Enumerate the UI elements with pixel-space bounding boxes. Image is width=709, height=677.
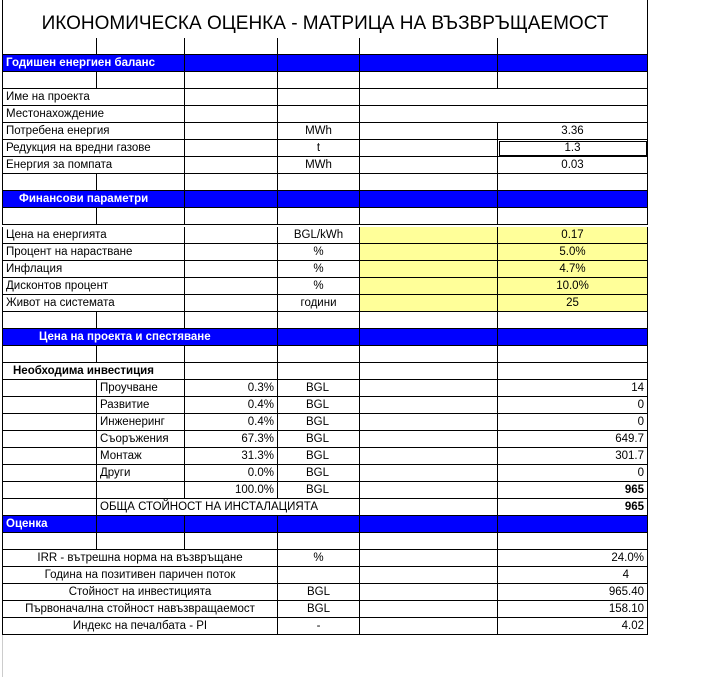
investment-item-label[interactable]: Развитие (97, 397, 185, 414)
sheet-row (0, 72, 648, 89)
cell[interactable] (360, 550, 498, 567)
cell[interactable] (185, 55, 278, 72)
evaluation-header[interactable]: Оценка (2, 516, 97, 533)
emissions-value-selected-cell[interactable]: 1.3 (498, 140, 648, 157)
cell[interactable] (360, 533, 498, 550)
cell[interactable] (185, 261, 278, 278)
investment-item-label[interactable]: Проучване (97, 380, 185, 397)
irr-unit[interactable]: % (278, 550, 360, 567)
cell[interactable] (2, 499, 97, 516)
cell[interactable] (360, 414, 498, 431)
cell[interactable] (278, 346, 360, 363)
location-row (0, 106, 648, 123)
investment-item-label[interactable]: Други (97, 465, 185, 482)
cell[interactable] (360, 261, 498, 278)
cell[interactable] (185, 244, 278, 261)
inflation-row (0, 261, 648, 278)
cell[interactable] (2, 482, 97, 499)
project-name-row (0, 89, 648, 106)
positive-year-row (0, 567, 648, 584)
investment-header-row (0, 363, 648, 380)
cell[interactable] (360, 244, 498, 261)
cell[interactable] (498, 346, 648, 363)
cell[interactable] (2, 174, 97, 191)
price-value[interactable]: 0.17 (498, 227, 648, 244)
cell[interactable] (360, 448, 498, 465)
cell[interactable] (2, 431, 97, 448)
investment-item-row (0, 414, 648, 431)
cell[interactable] (185, 278, 278, 295)
cell[interactable] (498, 38, 648, 55)
cell[interactable] (2, 465, 97, 482)
investment-item-value[interactable]: 0 (498, 414, 648, 431)
cell[interactable] (360, 618, 498, 635)
cell[interactable] (360, 380, 498, 397)
investment-total-row (0, 482, 648, 499)
cost-header[interactable]: Цена на проекта и спестяване (2, 329, 278, 346)
investment-item-row (0, 397, 648, 414)
investment-total-pct[interactable]: 100.0% (185, 482, 278, 499)
cell[interactable] (360, 191, 498, 208)
cell[interactable] (498, 55, 648, 72)
cell[interactable] (2, 72, 97, 89)
energy-needed-row (0, 123, 648, 140)
cell[interactable] (278, 516, 360, 533)
cell[interactable] (498, 363, 648, 380)
cell[interactable] (498, 191, 648, 208)
investment-item-value[interactable]: 0 (498, 397, 648, 414)
price-row (0, 227, 648, 244)
cell[interactable] (185, 208, 278, 225)
inflation-unit[interactable]: % (278, 261, 360, 278)
initial-value-row (0, 601, 648, 618)
cell[interactable] (185, 140, 278, 157)
sheet-row (0, 346, 648, 363)
investment-item-pct[interactable]: 0.4% (185, 397, 278, 414)
cell[interactable] (97, 208, 185, 225)
cell[interactable] (360, 295, 498, 312)
irr-row (0, 550, 648, 567)
cell[interactable] (185, 191, 278, 208)
cell[interactable] (2, 448, 97, 465)
positive-year-value[interactable]: 4 (498, 567, 648, 584)
cell[interactable] (185, 516, 278, 533)
evaluation-header-row (0, 516, 648, 533)
cell[interactable] (498, 208, 648, 225)
cell[interactable] (97, 72, 185, 89)
inflation-value[interactable]: 4.7% (498, 261, 648, 278)
inflation-label[interactable]: Инфлация (2, 261, 185, 278)
investment-item-unit[interactable]: BGL (278, 448, 360, 465)
cell[interactable] (360, 208, 498, 225)
overall-cost-value[interactable]: 965 (498, 499, 648, 516)
sheet-row (0, 208, 648, 225)
cell[interactable] (2, 380, 97, 397)
investment-item-pct[interactable]: 0.4% (185, 414, 278, 431)
cell[interactable] (97, 174, 185, 191)
irr-label[interactable]: IRR - вътрешна норма на възвръщане (2, 550, 278, 567)
investment-item-label[interactable]: Инженеринг (97, 414, 185, 431)
cell[interactable] (498, 312, 648, 329)
pump-row (0, 157, 648, 174)
cell[interactable] (278, 72, 360, 89)
emissions-row (0, 140, 648, 157)
cell[interactable] (185, 346, 278, 363)
growth-unit[interactable]: % (278, 244, 360, 261)
cell[interactable] (278, 312, 360, 329)
investment-item-pct[interactable]: 0.3% (185, 380, 278, 397)
sheet-row (0, 174, 648, 191)
pi-label[interactable]: Индекс на печалбата - PI (2, 618, 278, 635)
sheet-title-text: ИКОНОМИЧЕСКА ОЦЕНКА - МАТРИЦА НА ВЪЗВРЪЩАЕМОСТ (41, 13, 609, 34)
investment-item-row (0, 465, 648, 482)
cell[interactable] (185, 123, 278, 140)
discount-unit[interactable]: % (278, 278, 360, 295)
energy-header[interactable]: Годишен енергиен баланс (2, 55, 185, 72)
cell[interactable] (278, 191, 360, 208)
cell[interactable] (185, 227, 278, 244)
cell[interactable] (278, 106, 360, 123)
initial-value-unit[interactable]: BGL (278, 601, 360, 618)
positive-year-label[interactable]: Година на позитивен паричен поток (2, 567, 278, 584)
pi-unit[interactable]: - (278, 618, 360, 635)
cell[interactable] (360, 312, 498, 329)
cell[interactable] (185, 157, 278, 174)
overall-cost-row (0, 499, 648, 516)
cell[interactable] (97, 346, 185, 363)
discount-row (0, 278, 648, 295)
life-value[interactable]: 25 (498, 295, 648, 312)
energy-needed-unit[interactable]: MWh (278, 123, 360, 140)
cell[interactable] (360, 123, 498, 140)
cell[interactable] (185, 38, 278, 55)
sheet-border (2, 635, 3, 677)
location-label[interactable]: Местонахождение (2, 106, 185, 123)
cell[interactable] (97, 533, 185, 550)
pump-label[interactable]: Енергия за помпата (2, 157, 185, 174)
cell[interactable] (185, 533, 278, 550)
price-label[interactable]: Цена на енергията (2, 227, 185, 244)
cell[interactable] (360, 516, 498, 533)
overall-cost-label[interactable]: ОБЩА СТОЙНОСТ НА ИНСТАЛАЦИЯТА (97, 499, 360, 516)
cell[interactable] (97, 38, 185, 55)
cell[interactable] (185, 174, 278, 191)
cell[interactable] (360, 567, 498, 584)
investment-cost-row (0, 584, 648, 601)
investment-cost-unit[interactable]: BGL (278, 584, 360, 601)
cell[interactable] (2, 414, 97, 431)
investment-item-pct[interactable]: 67.3% (185, 431, 278, 448)
cell[interactable] (2, 312, 97, 329)
cell[interactable] (360, 329, 498, 346)
investment-item-value[interactable]: 301.7 (498, 448, 648, 465)
growth-value[interactable]: 5.0% (498, 244, 648, 261)
cell[interactable] (278, 174, 360, 191)
investment-item-row (0, 431, 648, 448)
cell[interactable] (498, 533, 648, 550)
investment-total-value[interactable]: 965 (498, 482, 648, 499)
irr-value[interactable]: 24.0% (498, 550, 648, 567)
cell[interactable] (2, 38, 97, 55)
finance-header[interactable]: Финансови параметри (2, 191, 185, 208)
cell[interactable] (2, 346, 97, 363)
cell[interactable] (97, 312, 185, 329)
initial-value-value[interactable]: 158.10 (498, 601, 648, 618)
pump-value[interactable]: 0.03 (498, 157, 648, 174)
cell[interactable] (278, 567, 360, 584)
growth-row (0, 244, 648, 261)
investment-item-pct[interactable]: 31.3% (185, 448, 278, 465)
life-unit[interactable]: години (278, 295, 360, 312)
investment-item-row (0, 380, 648, 397)
investment-item-unit[interactable]: BGL (278, 380, 360, 397)
cell[interactable] (360, 38, 498, 55)
cell[interactable] (2, 397, 97, 414)
cell[interactable] (360, 499, 498, 516)
cost-header-row (0, 329, 648, 346)
cell[interactable] (278, 89, 360, 106)
cell[interactable] (498, 329, 648, 346)
cell[interactable] (278, 363, 360, 380)
sheet-row (0, 533, 648, 550)
cell[interactable] (97, 482, 185, 499)
discount-label[interactable]: Дисконтов процент (2, 278, 185, 295)
investment-cost-label[interactable]: Стойност на инвестицията (2, 584, 278, 601)
cell[interactable] (2, 533, 97, 550)
investment-item-value[interactable]: 649.7 (498, 431, 648, 448)
cell[interactable] (360, 482, 498, 499)
initial-value-label[interactable]: Първоначална стойност навъзвращаемост (2, 601, 278, 618)
cell[interactable] (360, 363, 498, 380)
cell[interactable] (185, 89, 278, 106)
project-name-label[interactable]: Име на проекта (2, 89, 185, 106)
cell[interactable] (360, 584, 498, 601)
cell[interactable] (360, 601, 498, 618)
cell[interactable] (360, 346, 498, 363)
life-label[interactable]: Живот на системата (2, 295, 185, 312)
pi-value[interactable]: 4.02 (498, 618, 648, 635)
cell[interactable] (278, 208, 360, 225)
investment-item-value[interactable]: 14 (498, 380, 648, 397)
cell[interactable] (185, 106, 278, 123)
cell[interactable] (360, 227, 498, 244)
cell[interactable] (278, 55, 360, 72)
investment-item-unit[interactable]: BGL (278, 397, 360, 414)
cell[interactable] (360, 140, 498, 157)
cell[interactable] (97, 516, 185, 533)
price-unit[interactable]: BGL/kWh (278, 227, 360, 244)
cell[interactable] (360, 278, 498, 295)
investment-item-unit[interactable]: BGL (278, 465, 360, 482)
location-value[interactable] (360, 106, 648, 123)
sheet-row (0, 38, 648, 55)
cell[interactable] (360, 465, 498, 482)
energy-needed-label[interactable]: Потребена енергия (2, 123, 185, 140)
cell[interactable] (278, 533, 360, 550)
life-row (0, 295, 648, 312)
investment-total-unit[interactable]: BGL (278, 482, 360, 499)
pump-unit[interactable]: MWh (278, 157, 360, 174)
cell[interactable] (185, 363, 278, 380)
energy-header-row (0, 55, 648, 72)
cell[interactable] (185, 72, 278, 89)
discount-value[interactable]: 10.0% (498, 278, 648, 295)
cell[interactable] (498, 516, 648, 533)
cell[interactable] (498, 72, 648, 89)
growth-label[interactable]: Процент на нарастване (2, 244, 185, 261)
investment-item-label[interactable]: Съоръжения (97, 431, 185, 448)
investment-item-pct[interactable]: 0.0% (185, 465, 278, 482)
investment-item-unit[interactable]: BGL (278, 414, 360, 431)
energy-needed-value[interactable]: 3.36 (498, 123, 648, 140)
investment-header[interactable]: Необходима инвестиция (2, 363, 185, 380)
cell[interactable] (2, 208, 97, 225)
investment-item-value[interactable]: 0 (498, 465, 648, 482)
investment-item-unit[interactable]: BGL (278, 431, 360, 448)
emissions-unit[interactable]: t (278, 140, 360, 157)
cell[interactable] (360, 72, 498, 89)
investment-item-label[interactable]: Монтаж (97, 448, 185, 465)
cell[interactable] (360, 397, 498, 414)
sheet-title (2, 0, 648, 38)
cell[interactable] (360, 431, 498, 448)
pi-row (0, 618, 648, 635)
cell[interactable] (360, 55, 498, 72)
cell[interactable] (278, 329, 360, 346)
finance-header-row (0, 191, 648, 208)
investment-cost-value[interactable]: 965.40 (498, 584, 648, 601)
sheet-row (0, 312, 648, 329)
investment-item-row (0, 448, 648, 465)
cell[interactable] (278, 38, 360, 55)
project-name-value[interactable] (360, 89, 648, 106)
cell[interactable] (185, 295, 278, 312)
cell[interactable] (360, 157, 498, 174)
cell[interactable] (360, 174, 498, 191)
cell[interactable] (185, 312, 278, 329)
emissions-label[interactable]: Редукция на вредни газове (2, 140, 185, 157)
cell[interactable] (498, 174, 648, 191)
